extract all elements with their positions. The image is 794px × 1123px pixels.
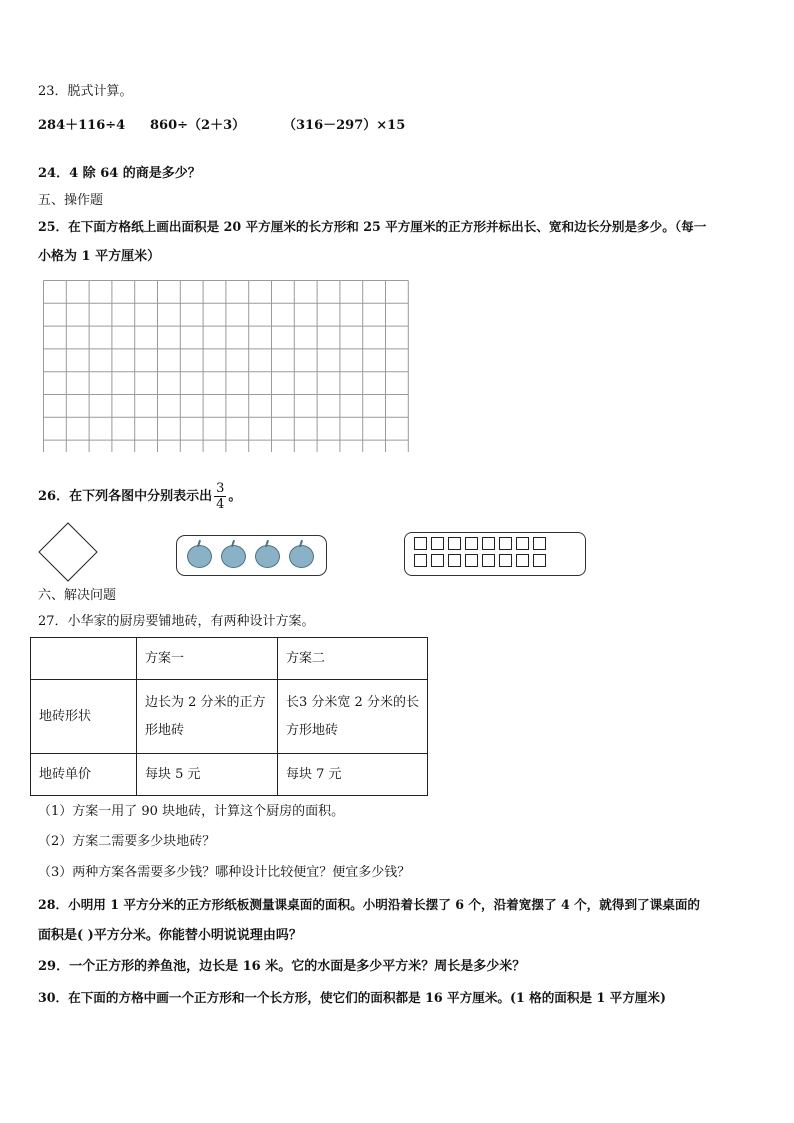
q27-sub1: （1）方案一用了 90 块地砖，计算这个厨房的面积。 — [38, 804, 345, 819]
q28-line1: 28．小明用 1 平方分米的正方形纸板测量课桌面的面积。小明沿着长摆了 6 个，沿着宽摆了 4 个，就得到了课桌面的 — [38, 897, 701, 912]
q27-intro: 27．小华家的厨房要铺地砖，有两种设计方案。 — [38, 614, 315, 629]
q27-plan-table — [30, 637, 428, 796]
small-square — [431, 554, 444, 567]
apple-stem — [265, 540, 269, 547]
table-cell-plan2-shape — [278, 680, 428, 754]
q30-text: 30．在下面的方格中画一个正方形和一个长方形，使它们的面积都是 16 平方厘米。(1 格的面积是 1 平方厘米) — [38, 990, 666, 1005]
small-square — [414, 554, 427, 567]
small-square — [533, 537, 546, 550]
plan2-shape-line2: 方形地砖 — [286, 722, 339, 738]
table-cell-plan1-shape — [137, 680, 278, 754]
diamond-figure — [38, 522, 97, 581]
small-square — [482, 537, 495, 550]
apple-icon — [187, 545, 212, 568]
q26-text — [38, 480, 241, 514]
plan2-shape-line1: 长3 分米宽 2 分米的长 — [286, 694, 419, 710]
q25-line1: 25．在下面方格纸上画出面积是 20 平方厘米的长方形和 25 平方厘米的正方形并标出长、宽和边长分别是多少。（每一 — [38, 219, 707, 234]
q25-grid-paper[interactable] — [43, 280, 415, 456]
apple-icon — [289, 545, 314, 568]
q29-text: 29．一个正方形的养鱼池，边长是 16 米。它的水面是多少平方米？周长是多少米？ — [38, 959, 526, 974]
apple-stem — [299, 540, 303, 547]
small-square — [465, 537, 478, 550]
q23-expression-2: 860÷（2＋3） — [150, 118, 246, 133]
plan1-shape-line1: 边长为 2 分米的正方 — [145, 694, 266, 710]
table-header-plan1: 方案一 — [137, 638, 278, 680]
table-header-empty — [31, 638, 137, 680]
small-square — [431, 537, 444, 550]
q27-sub2: （2）方案二需要多少块地砖？ — [38, 834, 216, 849]
q23-expression-3: （316－297）×15 — [283, 118, 406, 133]
small-square — [533, 554, 546, 567]
table-header-plan2: 方案二 — [278, 638, 428, 680]
table-label-price: 地砖单价 — [31, 754, 137, 796]
q26-fraction — [214, 481, 226, 512]
square-row — [414, 537, 585, 550]
q26-prefix: 26．在下列各图中分别表示出 — [38, 489, 213, 504]
table-cell-plan2-price: 每块 7 元 — [278, 754, 428, 796]
section6-title: 六、解决问题 — [38, 588, 117, 603]
small-square — [499, 537, 512, 550]
plan1-shape-line2: 形地砖 — [145, 722, 185, 738]
small-square — [516, 554, 529, 567]
fraction-denominator: 4 — [216, 497, 225, 512]
q25-line2: 小格为 1 平方厘米） — [38, 249, 161, 264]
section5-title: 五、操作题 — [38, 193, 104, 208]
fraction-numerator: 3 — [216, 481, 225, 496]
small-square — [448, 537, 461, 550]
q26-suffix: 。 — [228, 489, 242, 504]
small-square — [414, 537, 427, 550]
q23-expression-1: 284＋116÷4 — [38, 118, 126, 133]
q27-sub3: （3）两种方案各需要多少钱？哪种设计比较便宜？便宜多少钱？ — [38, 865, 411, 880]
small-square — [448, 554, 461, 567]
grid-paper-svg — [43, 280, 415, 452]
q24-text: 24．4 除 64 的商是多少？ — [38, 166, 201, 181]
apple-icon — [221, 545, 246, 568]
small-square — [499, 554, 512, 567]
table-cell-plan1-price: 每块 5 元 — [137, 754, 278, 796]
table-header-row — [31, 638, 428, 680]
q23-title: 23．脱式计算。 — [38, 84, 133, 99]
apples-figure — [176, 535, 327, 576]
q28-line2: 面积是( )平方分米。你能替小明说说理由吗？ — [38, 928, 302, 943]
small-square — [482, 554, 495, 567]
apple-stem — [197, 540, 201, 547]
table-label-shape: 地砖形状 — [31, 680, 137, 754]
small-square — [516, 537, 529, 550]
squares-figure — [404, 532, 586, 576]
apple-icon — [255, 545, 280, 568]
small-square — [465, 554, 478, 567]
square-row — [414, 554, 585, 567]
table-row-price — [31, 754, 428, 796]
table-row-shape — [31, 680, 428, 754]
apple-stem — [231, 540, 235, 547]
